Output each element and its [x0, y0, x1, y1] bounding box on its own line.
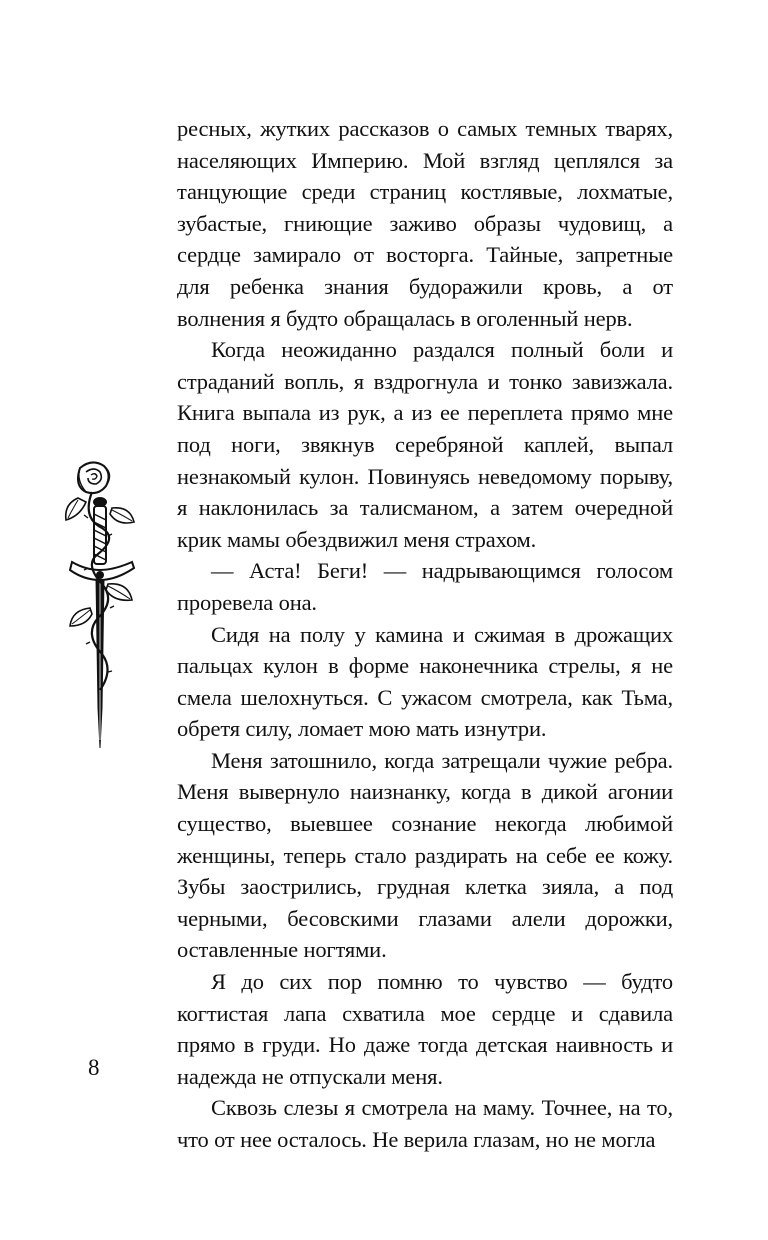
- paragraph-2: Когда неожиданно раздался полный боли и страданий вопль, я вздрогнула и тонко завизжала. Книга выпала из рук, а из ее переплета прямо мне под ноги, звякнув серебряной каплей, выпал незнакомый кулон. Повинуясь неведомому порыву, я наклонилась за талисманом, а затем очередной крик мамы обездвижил меня страхом.: [177, 337, 673, 552]
- page-number: 8: [88, 1055, 100, 1080]
- body-text: [177, 113, 673, 1156]
- rose-icon: [78, 462, 110, 493]
- paragraph-6: Я до сих пор помню то чувство — будто когтистая лапа схватила мое сердце и сдавила прямо в груди. Но даже тогда детская наивность и надежда не отпускали меня.: [177, 969, 673, 1089]
- paragraph-7: Сквозь слезы я смотрела на маму. Точнее, на то, что от нее осталось. Не верила глазам, но не могла: [177, 1095, 673, 1152]
- paragraph-4: Сидя на полу у камина и сжимая в дрожащих пальцах кулон в форме наконечника стрелы, я не смела шелохнуться. С ужасом смотрела, как Тьма, обретя силу, ломает мою мать изнутри.: [177, 621, 673, 742]
- dagger-rose-icon: [58, 458, 142, 750]
- paragraph-5: Меня затошнило, когда затрещали чужие ребра. Меня вывернуло наизнанку, когда в дикой агонии существо, выевшее сознание некогда любимой женщины, теперь стало раздирать на себе ее кожу. Зубы заострились, грудная клетка зияла, а под черными, бесовскими глазами алели дорожки, оставленные ногтями.: [177, 747, 673, 963]
- paragraph-3: — Аста! Беги! — надрывающимся голосом проревела она.: [177, 558, 673, 615]
- paragraph-1: ресных, жутких рассказов о самых темных тварях, населяющих Империю. Мой взгляд цеплялся за танцующие среди страниц костлявые, лохматые, зубастые, гниющие заживо образы чудовищ, а сердце замирало от восторга. Тайные, запретные для ребенка знания будоражили кровь, а от волнения я будто обращалась в оголенный нерв.: [177, 116, 673, 331]
